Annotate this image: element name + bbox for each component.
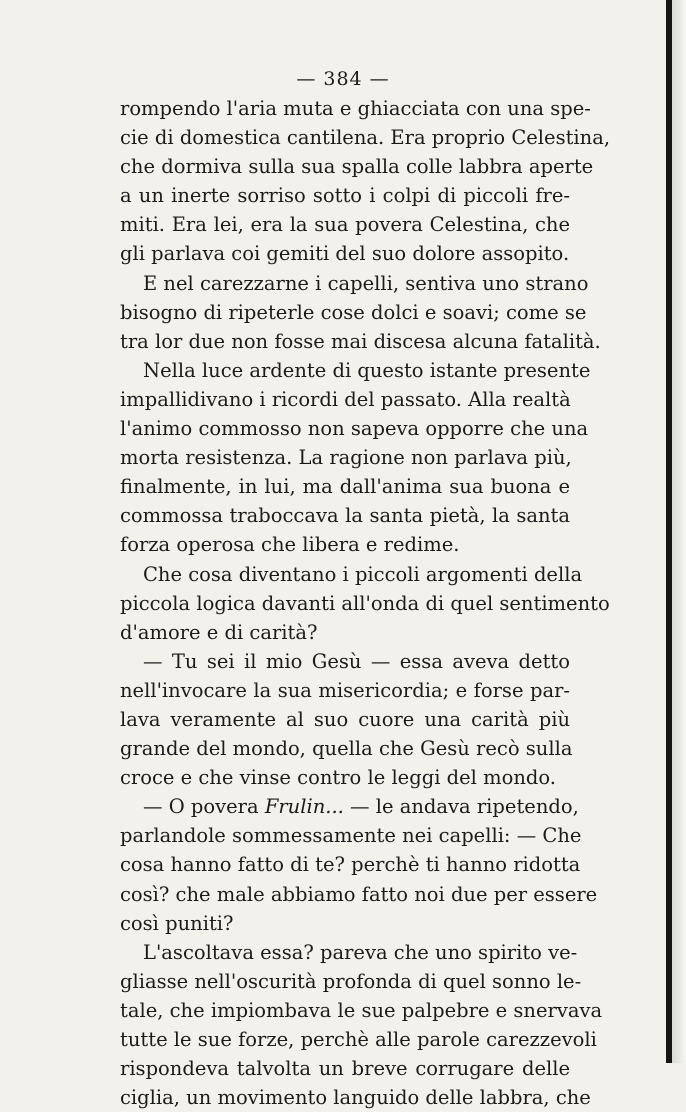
text-line: a un inerte sorriso sotto i colpi di piccoli fre- — [120, 184, 570, 208]
text-line: così puniti? — [120, 911, 234, 935]
text-line: bisogno di ripeterle cose dolci e soavi; come se — [120, 300, 587, 324]
paragraph — [120, 269, 601, 356]
text-line: — Tu sei il mio Gesù — essa aveva detto — [143, 649, 570, 673]
text-line: tra lor due non fosse mai discesa alcuna fatalità. — [120, 329, 601, 353]
text-line: ciglia, un movimento languido delle labbra, che — [120, 1086, 591, 1110]
paragraph — [120, 94, 611, 269]
page-binding-shadow — [672, 0, 686, 1063]
dialogue-text: — le andava ripetendo, — [343, 795, 579, 819]
text-line: d'amore e di carità? — [120, 620, 318, 644]
text-line: rompendo l'aria muta e ghiacciata con una spe- — [120, 97, 591, 120]
page-binding-edge — [666, 0, 672, 1063]
text-line: tutte le sue forze, perchè alle parole carezzevoli — [120, 1028, 597, 1051]
page-number: — 384 — — [296, 68, 390, 90]
text-line: croce e che vinse contro le leggi del mondo. — [120, 766, 556, 790]
text-line: Che cosa diventano i piccoli argomenti della — [143, 562, 583, 586]
text-line: miti. Era lei, era la sua povera Celestina, che — [120, 213, 570, 237]
paragraph — [120, 792, 598, 937]
text-line: commossa traboccava la santa pietà, la santa — [120, 504, 570, 528]
text-line: che dormiva sulla sua spalla colle labbra aperte — [120, 155, 594, 179]
text-line: E nel carezzarne i capelli, sentiva uno strano — [143, 271, 589, 295]
text-line — [120, 792, 579, 821]
text-line: cosa hanno fatto di te? perchè ti hanno ridotta — [120, 853, 581, 877]
paragraph — [120, 647, 573, 792]
text-line: morta resistenza. La ragione non parlava più, — [120, 446, 572, 470]
text-line: tale, che impiombava le sue palpebre e snervava — [120, 998, 603, 1022]
text-line: grande del mondo, quella che Gesù recò sulla — [120, 737, 573, 761]
text-line: l'animo commosso non sapeva opporre che una — [120, 417, 589, 441]
text-line: gliasse nell'oscurità profonda di quel sonno le- — [120, 969, 582, 993]
paragraph — [120, 938, 603, 1112]
text-line: rispondeva talvolta un breve corrugare delle — [120, 1057, 570, 1081]
text-line: piccola logica davanti all'onda di quel sentimento — [120, 591, 610, 615]
text-line: nell'invocare la sua misericordia; e forse par- — [120, 678, 570, 702]
paragraph — [120, 356, 591, 560]
dialogue-text: — O povera — [143, 795, 265, 819]
text-line: gli parlava coi gemiti del suo dolore assopito. — [120, 242, 570, 266]
text-line: lava veramente al suo cuore una carità più — [120, 707, 570, 731]
text-line: cie di domestica cantilena. Era proprio Celestina, — [120, 126, 611, 150]
text-line: Nella luce ardente di questo istante presente — [143, 358, 591, 382]
text-line: L'ascoltava essa? pareva che uno spirito ve- — [143, 940, 578, 964]
paragraph — [120, 560, 610, 647]
text-line: forza operosa che libera e redime. — [120, 533, 460, 557]
body-text — [120, 94, 611, 1112]
text-line: così? che male abbiamo fatto noi due per essere — [120, 882, 598, 906]
text-line: finalmente, in lui, ma dall'anima sua buona e — [120, 475, 570, 499]
text-line: impallidivano i ricordi del passato. Alla realtà — [120, 387, 571, 411]
italic-name: Frulin... — [264, 795, 344, 819]
text-line: parlandole sommessamente nei capelli: — Che — [120, 824, 582, 848]
